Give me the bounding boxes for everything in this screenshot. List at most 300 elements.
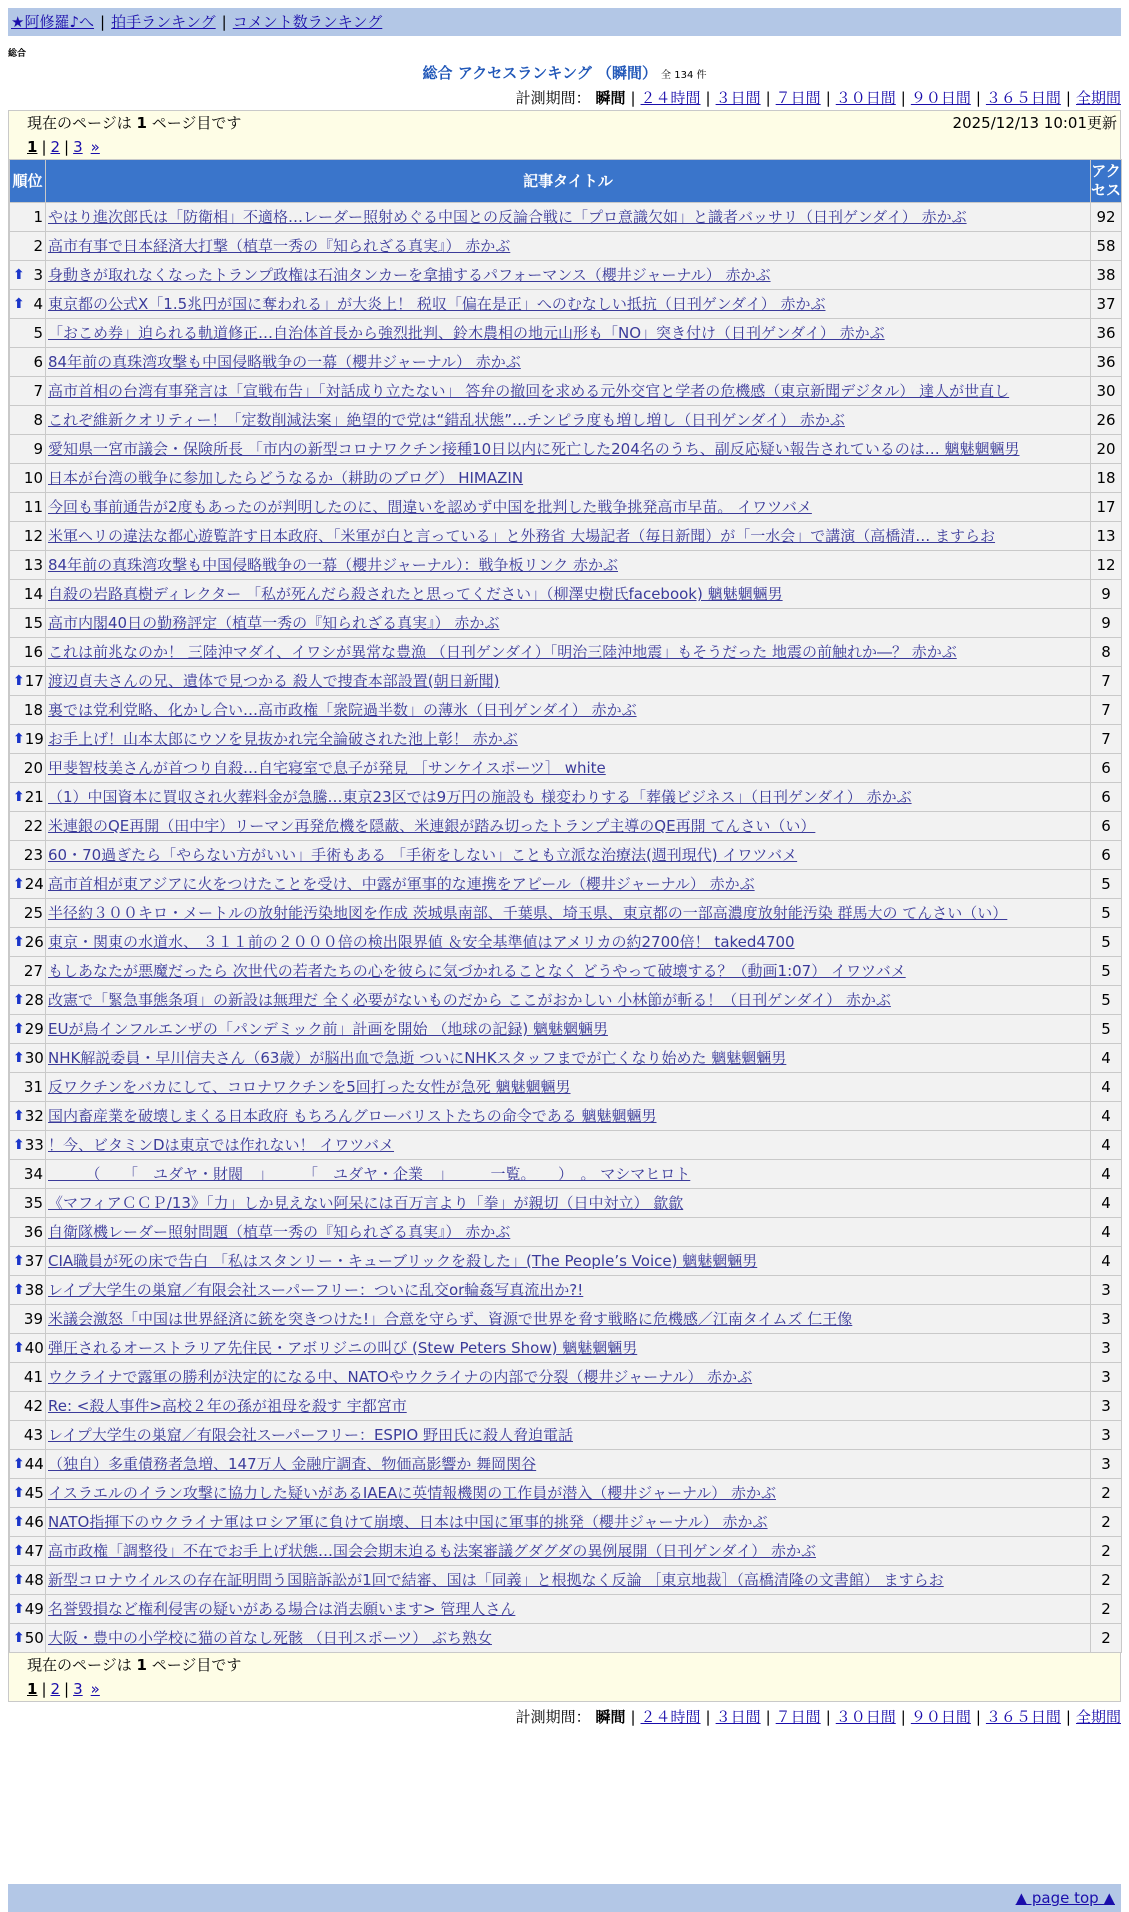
rank-number: 23 xyxy=(23,846,43,864)
rank-number: 17 xyxy=(24,672,44,690)
period-current: 瞬間 xyxy=(595,1708,626,1726)
access-count: 4 xyxy=(1091,1044,1122,1073)
table-row xyxy=(10,261,1122,290)
table-row xyxy=(10,203,1122,232)
rank-number: 4 xyxy=(33,295,43,313)
article-link[interactable]: 84年前の真珠湾攻撃も中国侵略戦争の一幕（櫻井ジャーナル） 赤かぶ xyxy=(48,353,521,371)
table-row xyxy=(10,986,1122,1015)
title-cell xyxy=(46,464,1091,493)
table-row xyxy=(10,522,1122,551)
access-count: 36 xyxy=(1091,348,1122,377)
up-arrow-icon: ⬆ xyxy=(13,876,25,892)
title-cell xyxy=(46,986,1091,1015)
access-count: 4 xyxy=(1091,1218,1122,1247)
rank-number: 35 xyxy=(23,1194,43,1212)
page-info-suffix: ページ目です xyxy=(151,1656,242,1674)
title-cell xyxy=(46,435,1091,464)
access-count: 26 xyxy=(1091,406,1122,435)
rank-number: 45 xyxy=(24,1484,44,1502)
table-row xyxy=(10,783,1122,812)
table-row xyxy=(10,1508,1122,1537)
title-cell xyxy=(46,899,1091,928)
comment-ranking-link[interactable]: コメント数ランキング xyxy=(232,13,383,31)
period-90d-link[interactable]: ９０日間 xyxy=(910,89,971,107)
access-count: 92 xyxy=(1091,203,1122,232)
access-count: 3 xyxy=(1091,1334,1122,1363)
table-row xyxy=(10,1247,1122,1276)
page-info-top xyxy=(9,111,1120,135)
table-row xyxy=(10,1160,1122,1189)
article-link[interactable]: 甲斐智枝美さんが首つり自殺…自宅寝室で息子が発見 ［サンケイスポーツ］ white xyxy=(48,759,606,777)
table-row xyxy=(10,609,1122,638)
article-link[interactable]: 国内畜産業を破壊しまくる日本政府 もちろんグローバリストたちの命令である 魑魅魍魎男 xyxy=(48,1107,657,1125)
title-cell xyxy=(46,638,1091,667)
title-cell xyxy=(46,1276,1091,1305)
title-cell xyxy=(46,377,1091,406)
article-link[interactable]: 日本が台湾の戦争に参加したらどうなるか（耕助のブログ） HIMAZIN xyxy=(48,469,524,487)
rank-cell xyxy=(10,1334,46,1363)
table-row xyxy=(10,1305,1122,1334)
table-row xyxy=(10,1276,1122,1305)
up-arrow-icon: ⬆ xyxy=(13,1572,25,1588)
article-link[interactable]: 米議会激怒「中国は世界経済に銃を突きつけた!」合意を守らず、資源で世界を脅す戦略に危機感／江南タイムズ 仁王像 xyxy=(48,1310,853,1328)
pager-next[interactable]: » xyxy=(90,1680,100,1698)
article-link[interactable]: 高市政権「調整役」不在でお手上げ状態…国会会期末迫るも法案審議グダグダの異例展開（日刊ゲンダイ） 赤かぶ xyxy=(48,1542,816,1560)
period-all-link[interactable]: 全期間 xyxy=(1075,89,1121,107)
rank-cell xyxy=(10,1218,46,1247)
table-row xyxy=(10,1537,1122,1566)
table-row xyxy=(10,1334,1122,1363)
rank-cell xyxy=(10,783,46,812)
article-link[interactable]: やはり進次郎氏は「防衛相」不適格…レーダー照射めぐる中国との反論合戦に「プロ意識欠如」と識者バッサリ（日刊ゲンダイ） 赤かぶ xyxy=(48,208,967,226)
rank-cell xyxy=(10,1131,46,1160)
rank-cell xyxy=(10,1479,46,1508)
rank-number: 31 xyxy=(23,1078,43,1096)
access-count: 4 xyxy=(1091,1247,1122,1276)
article-link[interactable]: 高市有事で日本経済大打撃（植草一秀の『知られざる真実』） 赤かぶ xyxy=(48,237,511,255)
article-link[interactable]: 新型コロナウイルスの存在証明問う国賠訴訟が1回で結審、国は「同義」と根拠なく反論 ［東京地裁］（高橋清隆の文書館） ますらお xyxy=(48,1571,944,1589)
rank-cell xyxy=(10,638,46,667)
table-row xyxy=(10,1102,1122,1131)
updated-timestamp: 2025/12/13 10:01更新 xyxy=(952,114,1117,132)
rank-number: 3 xyxy=(33,266,43,284)
rank-number: 33 xyxy=(24,1136,44,1154)
rank-cell xyxy=(10,667,46,696)
table-row xyxy=(10,754,1122,783)
table-row xyxy=(10,493,1122,522)
article-link[interactable]: 弾圧されるオーストラリア先住民・アボリジニの叫び (Stew Peters Show) 魑魅魍魎男 xyxy=(48,1339,638,1357)
rank-number: 9 xyxy=(33,440,43,458)
rank-number: 40 xyxy=(24,1339,44,1357)
article-link[interactable]: ウクライナで露軍の勝利が決定的になる中、NATOやウクライナの内部で分裂（櫻井ジャーナル） 赤かぶ xyxy=(48,1368,753,1386)
rank-cell xyxy=(10,1247,46,1276)
article-link[interactable]: NATO指揮下のウクライナ軍はロシア軍に負けて崩壊、日本は中国に軍事的挑発（櫻井ジャーナル） 赤かぶ xyxy=(48,1513,768,1531)
access-count: 2 xyxy=(1091,1624,1122,1653)
access-count: 2 xyxy=(1091,1479,1122,1508)
table-row xyxy=(10,957,1122,986)
article-link[interactable]: 大阪・豊中の小学校に猫の首なし死骸 （日刊スポーツ） ぶち熟女 xyxy=(48,1629,492,1647)
article-link[interactable]: 高市内閣40日の勤務評定（植草一秀の『知られざる真実』） 赤かぶ xyxy=(48,614,500,632)
access-count: 5 xyxy=(1091,899,1122,928)
rank-number: 36 xyxy=(23,1223,43,1241)
article-link[interactable]: 84年前の真珠湾攻撃も中国侵略戦争の一幕（櫻井ジャーナル）：戦争板リンク 赤かぶ xyxy=(48,556,619,574)
rank-cell xyxy=(10,841,46,870)
table-row xyxy=(10,667,1122,696)
rank-cell xyxy=(10,406,46,435)
rank-cell xyxy=(10,232,46,261)
up-arrow-icon: ⬆ xyxy=(13,731,25,747)
rank-number: 42 xyxy=(23,1397,43,1415)
table-row xyxy=(10,870,1122,899)
access-count: 7 xyxy=(1091,696,1122,725)
rank-number: 37 xyxy=(24,1252,44,1270)
up-arrow-icon: ⬆ xyxy=(13,992,25,1008)
article-link[interactable]: EUが鳥インフルエンザの「パンデミック前」計画を開始 （地球の記録) 魑魅魍魎男 xyxy=(48,1020,608,1038)
access-count: 4 xyxy=(1091,1131,1122,1160)
article-link[interactable]: 米軍ヘリの違法な都心遊覧許す日本政府、「米軍が白と言っている」と外務省 大場記者（毎日新聞）が「一水会」で講演（高橋清… ますらお xyxy=(48,527,996,545)
period-24h-link[interactable]: ２４時間 xyxy=(640,89,701,107)
article-link[interactable]: （ 「 ユダヤ・財閥 」 「 ユダヤ・企業 」 一覧。 ） 。 マシマヒロト xyxy=(48,1165,691,1183)
rank-cell xyxy=(10,1015,46,1044)
table-row xyxy=(10,1363,1122,1392)
rank-cell xyxy=(10,551,46,580)
access-count: 30 xyxy=(1091,377,1122,406)
page-info-prefix: 現在のページは xyxy=(27,114,132,132)
article-link[interactable]: 裏では党利党略、化かし合い…高市政権「衆院過半数」の薄氷（日刊ゲンダイ） 赤かぶ xyxy=(48,701,637,719)
article-link[interactable]: 東京・関東の水道水、 ３１１前の２０００倍の検出限界値 ＆安全基準値はアメリカの約2700倍！ taked4700 xyxy=(48,933,795,951)
up-arrow-icon: ⬆ xyxy=(13,267,25,283)
article-link[interactable]: 反ワクチンをバカにして、コロナワクチンを5回打った女性が急死 魑魅魍魎男 xyxy=(48,1078,571,1096)
article-link[interactable]: 《マフィアＣＣＰ/13》「力」しか見えない阿呆には百万言より「拳」が親切（日中対立） 歙歙 xyxy=(48,1194,684,1212)
access-count: 6 xyxy=(1091,812,1122,841)
article-link[interactable]: 名誉毀損など権利侵害の疑いがある場合は消去願います> 管理人さん xyxy=(48,1600,516,1618)
rank-number: 13 xyxy=(23,556,43,574)
up-arrow-icon: ⬆ xyxy=(13,1630,25,1646)
table-row xyxy=(10,1624,1122,1653)
period-label: 計測期間： xyxy=(515,1708,591,1726)
rank-cell xyxy=(10,696,46,725)
title-cell xyxy=(46,406,1091,435)
rank-cell xyxy=(10,754,46,783)
rank-cell xyxy=(10,1276,46,1305)
title-cell xyxy=(46,754,1091,783)
pager-page-3[interactable]: 3 xyxy=(73,1680,83,1698)
title-cell xyxy=(46,1537,1091,1566)
table-row xyxy=(10,638,1122,667)
top-nav-bar xyxy=(8,8,1121,36)
rank-number: 25 xyxy=(23,904,43,922)
article-link[interactable]: 半径約３００キロ・メートルの放射能汚染地図を作成 茨城県南部、千葉県、埼玉県、東京都の一部高濃度放射能汚染 群馬大の てんさい（い） xyxy=(48,904,1008,922)
page-info-number: 1 xyxy=(136,1656,147,1674)
table-row xyxy=(10,1421,1122,1450)
title-cell xyxy=(46,348,1091,377)
rank-number: 46 xyxy=(24,1513,44,1531)
up-arrow-icon: ⬆ xyxy=(13,1282,25,1298)
rank-number: 29 xyxy=(24,1020,44,1038)
access-count: 18 xyxy=(1091,464,1122,493)
access-count: 2 xyxy=(1091,1537,1122,1566)
rank-number: 34 xyxy=(23,1165,43,1183)
access-count: 37 xyxy=(1091,290,1122,319)
access-count: 17 xyxy=(1091,493,1122,522)
period-90d-link[interactable]: ９０日間 xyxy=(910,1708,971,1726)
period-7d-link[interactable]: ７日間 xyxy=(775,89,821,107)
up-arrow-icon: ⬆ xyxy=(13,1253,25,1269)
period-3d-link[interactable]: ３日間 xyxy=(715,1708,761,1726)
title-cell xyxy=(46,551,1091,580)
title-cell xyxy=(46,261,1091,290)
period-all-link[interactable]: 全期間 xyxy=(1075,1708,1121,1726)
table-row xyxy=(10,464,1122,493)
nav-separator: | xyxy=(100,13,106,31)
table-row xyxy=(10,1392,1122,1421)
period-30d-link[interactable]: ３０日間 xyxy=(835,1708,896,1726)
article-link[interactable]: 60・70過ぎたら「やらない方がいい」手術もある 「手術をしない」ことも立派な治療法(週刊現代) イワツバメ xyxy=(48,846,798,864)
access-count: 3 xyxy=(1091,1450,1122,1479)
title-cell xyxy=(46,696,1091,725)
rank-cell xyxy=(10,319,46,348)
up-arrow-icon: ⬆ xyxy=(13,1514,25,1530)
rank-number: 48 xyxy=(24,1571,44,1589)
access-count: 3 xyxy=(1091,1421,1122,1450)
rank-number: 15 xyxy=(23,614,43,632)
up-arrow-icon: ⬆ xyxy=(13,1543,25,1559)
page-info-number: 1 xyxy=(136,114,147,132)
up-arrow-icon: ⬆ xyxy=(13,673,25,689)
article-link[interactable]: 自衛隊機レーダー照射問題（植草一秀の『知られざる真実』） 赤かぶ xyxy=(48,1223,511,1241)
title-cell xyxy=(46,1218,1091,1247)
up-arrow-icon: ⬆ xyxy=(13,1050,25,1066)
title-cell xyxy=(46,725,1091,754)
title-cell xyxy=(46,1363,1091,1392)
rank-number: 43 xyxy=(23,1426,43,1444)
rank-number: 16 xyxy=(23,643,43,661)
period-3d-link[interactable]: ３日間 xyxy=(715,89,761,107)
rank-cell xyxy=(10,812,46,841)
rank-number: 10 xyxy=(23,469,43,487)
access-count: 58 xyxy=(1091,232,1122,261)
access-count: 3 xyxy=(1091,1305,1122,1334)
article-link[interactable]: 「おこめ券」迫られる軌道修正…自治体首長から強烈批判、鈴木農相の地元山形も「NO」突き付け（日刊ゲンダイ） 赤かぶ xyxy=(48,324,885,342)
footer-bar xyxy=(8,1884,1121,1912)
title-cell xyxy=(46,493,1091,522)
title-cell xyxy=(46,1073,1091,1102)
title-cell xyxy=(46,1566,1091,1595)
period-365d-link[interactable]: ３６５日間 xyxy=(985,1708,1061,1726)
rank-cell xyxy=(10,522,46,551)
rank-cell xyxy=(10,435,46,464)
rank-number: 7 xyxy=(33,382,43,400)
table-row xyxy=(10,1131,1122,1160)
rank-number: 18 xyxy=(23,701,43,719)
article-link[interactable]: 東京都の公式X「1.5兆円が国に奪われる」が大炎上！ 税収「偏在是正」へのむなしい抵抗（日刊ゲンダイ） 赤かぶ xyxy=(48,295,826,313)
title-cell xyxy=(46,522,1091,551)
up-arrow-icon: ⬆ xyxy=(13,934,25,950)
table-row xyxy=(10,319,1122,348)
title-cell xyxy=(46,203,1091,232)
title-cell xyxy=(46,928,1091,957)
rank-cell xyxy=(10,1537,46,1566)
article-link[interactable]: これは前兆なのか！ 三陸沖マダイ、イワシが異常な豊漁 （日刊ゲンダイ）「明治三陸沖地震」もそうだった 地震の前触れか―？ 赤かぶ xyxy=(48,643,957,661)
rank-cell xyxy=(10,1624,46,1653)
access-count: 13 xyxy=(1091,522,1122,551)
title-cell xyxy=(46,1160,1091,1189)
article-link[interactable]: 改憲で「緊急事態条項」の新設は無理だ 全く必要がないものだから ここがおかしい 小林節が斬る！（日刊ゲンダイ） 赤かぶ xyxy=(48,991,891,1009)
title-cell xyxy=(46,290,1091,319)
article-link[interactable]: レイプ大学生の巣窟／有限会社スーパーフリー：ESPIO 野田氏に殺人脅迫電話 xyxy=(48,1426,573,1444)
rank-cell xyxy=(10,493,46,522)
rank-cell xyxy=(10,986,46,1015)
rank-cell xyxy=(10,928,46,957)
up-arrow-icon: ⬆ xyxy=(13,1601,25,1617)
title-cell xyxy=(46,812,1091,841)
title-cell xyxy=(46,870,1091,899)
page-info-prefix: 現在のページは xyxy=(27,1656,132,1674)
article-link[interactable]: 高市首相が東アジアに火をつけたことを受け、中露が軍事的な連携をアピール（櫻井ジャーナル） 赤かぶ xyxy=(48,875,755,893)
rank-cell xyxy=(10,1073,46,1102)
access-count: 7 xyxy=(1091,725,1122,754)
article-link[interactable]: 今回も事前通告が2度もあったのが判明したのに、間違いを認めず中国を批判した戦争挑発高市早苗。 イワツバメ xyxy=(48,498,812,516)
rank-cell xyxy=(10,725,46,754)
title-cell xyxy=(46,667,1091,696)
period-365d-link[interactable]: ３６５日間 xyxy=(985,89,1061,107)
article-link[interactable]: イスラエルのイラン攻撃に協力した疑いがあるIAEAに英情報機関の工作員が潜入（櫻井ジャーナル） 赤かぶ xyxy=(48,1484,776,1502)
period-label: 計測期間： xyxy=(515,89,591,107)
up-arrow-icon: ⬆ xyxy=(13,1137,25,1153)
pager-current: 1 xyxy=(27,138,38,156)
title-column-header: 記事タイトル xyxy=(46,160,1091,203)
title-cell xyxy=(46,1131,1091,1160)
rank-number: 27 xyxy=(23,962,43,980)
pager-bottom: 1 | 2 | 3 » xyxy=(27,1680,100,1698)
rank-number: 30 xyxy=(24,1049,44,1067)
rank-number: 5 xyxy=(33,324,43,342)
rank-cell xyxy=(10,1508,46,1537)
access-count: 5 xyxy=(1091,870,1122,899)
period-30d-link[interactable]: ３０日間 xyxy=(835,89,896,107)
article-link[interactable]: レイプ大学生の巣窟／有限会社スーパーフリー：ついに乱交or輪姦写真流出か?! xyxy=(48,1281,584,1299)
article-link[interactable]: 愛知県一宮市議会・保険所長 「市内の新型コロナワクチン接種10日以内に死亡した204名のうち、副反応疑い報告されているのは… 魑魅魍魎男 xyxy=(48,440,1020,458)
article-link[interactable]: お手上げ！山本太郎にウソを見抜かれ完全論破された池上彰！ 赤かぶ xyxy=(48,730,518,748)
clap-ranking-link[interactable]: 拍手ランキング xyxy=(111,13,216,31)
pager-page-2[interactable]: 2 xyxy=(50,138,61,156)
rank-cell xyxy=(10,290,46,319)
pager-top: 1 | 2 | 3 » xyxy=(27,138,100,156)
rank-cell xyxy=(10,580,46,609)
article-link[interactable]: NHK解説委員・早川信夫さん（63歳）が脳出血で急逝 ついにNHKスタッフまでが亡くなり始めた 魑魅魍魎男 xyxy=(48,1049,787,1067)
pager-page-3[interactable]: 3 xyxy=(73,138,83,156)
rank-cell xyxy=(10,609,46,638)
rank-cell xyxy=(10,1566,46,1595)
title-cell xyxy=(46,609,1091,638)
title-cell xyxy=(46,1450,1091,1479)
title-cell xyxy=(46,1392,1091,1421)
category-tag: 総合 xyxy=(8,49,27,59)
access-count: 9 xyxy=(1091,609,1122,638)
home-link[interactable]: ★阿修羅♪へ xyxy=(11,13,95,31)
table-row xyxy=(10,1044,1122,1073)
table-row xyxy=(10,1189,1122,1218)
article-link[interactable]: （1）中国資本に買収され火葬料金が急騰…東京23区では9万円の施設も 様変わりする「葬儀ビジネス」（日刊ゲンダイ） 赤かぶ xyxy=(48,788,912,806)
page-info-suffix: ページ目です xyxy=(151,114,242,132)
title-cell xyxy=(46,319,1091,348)
title-cell xyxy=(46,1624,1091,1653)
period-24h-link[interactable]: ２４時間 xyxy=(640,1708,701,1726)
access-count: 5 xyxy=(1091,1015,1122,1044)
article-link[interactable]: 高市首相の台湾有事発言は「宣戦布告」「対話成り立たない」 答弁の撤回を求める元外交官と学者の危機感（東京新聞デジタル） 達人が世直し xyxy=(48,382,1010,400)
rank-cell xyxy=(10,1421,46,1450)
period-7d-link[interactable]: ７日間 xyxy=(775,1708,821,1726)
table-row xyxy=(10,348,1122,377)
article-link[interactable]: 身動きが取れなくなったトランプ政権は石油タンカーを拿捕するパフォーマンス（櫻井ジャーナル） 赤かぶ xyxy=(48,266,771,284)
rank-cell xyxy=(10,957,46,986)
table-row xyxy=(10,1218,1122,1247)
period-current: 瞬間 xyxy=(595,89,626,107)
title-cell xyxy=(46,580,1091,609)
rank-number: 50 xyxy=(24,1629,44,1647)
rank-cell xyxy=(10,870,46,899)
access-count: 20 xyxy=(1091,435,1122,464)
rank-number: 12 xyxy=(23,527,43,545)
access-count: 5 xyxy=(1091,957,1122,986)
access-column-header: アクセス xyxy=(1091,160,1122,203)
article-link[interactable]: ！今、ビタミンDは東京では作れない！ イワツバメ xyxy=(48,1136,395,1154)
article-link[interactable]: もしあなたが悪魔だったら 次世代の若者たちの心を彼らに気づかれることなく どうやって破壊する？（動画1:07） イワツバメ xyxy=(48,962,906,980)
article-link[interactable]: 渡辺貞夫さんの兄、遺体で見つかる 殺人で捜査本部設置(朝日新聞) xyxy=(48,672,500,690)
title-cell xyxy=(46,1421,1091,1450)
access-count: 5 xyxy=(1091,986,1122,1015)
rank-cell xyxy=(10,1595,46,1624)
page-title xyxy=(0,62,1129,83)
rank-number: 11 xyxy=(23,498,43,516)
ranking-table xyxy=(9,159,1122,1653)
rank-number: 6 xyxy=(33,353,43,371)
pager-current: 1 xyxy=(27,1680,38,1698)
pager-next[interactable]: » xyxy=(90,138,100,156)
article-link[interactable]: Re: <殺人事件>高校２年の孫が祖母を殺す 宇都宮市 xyxy=(48,1397,407,1415)
pager-page-2[interactable]: 2 xyxy=(50,1680,61,1698)
rank-cell xyxy=(10,348,46,377)
access-count: 5 xyxy=(1091,928,1122,957)
access-count: 2 xyxy=(1091,1566,1122,1595)
rank-number: 28 xyxy=(24,991,44,1009)
up-arrow-icon: ⬆ xyxy=(13,296,25,312)
table-row xyxy=(10,1595,1122,1624)
rank-cell xyxy=(10,1160,46,1189)
access-count: 3 xyxy=(1091,1363,1122,1392)
rank-number: 24 xyxy=(24,875,44,893)
access-count: 6 xyxy=(1091,841,1122,870)
article-link[interactable]: CIA職員が死の床で告白 「私はスタンリー・キューブリックを殺した」(The People’s Voice) 魑魅魍魎男 xyxy=(48,1252,758,1270)
rank-number: 44 xyxy=(24,1455,44,1473)
rank-cell xyxy=(10,1450,46,1479)
access-count: 4 xyxy=(1091,1160,1122,1189)
article-link[interactable]: （独自）多重債務者急増、147万人 金融庁調査、物価高影響か 舞岡関谷 xyxy=(48,1455,537,1473)
article-link[interactable]: 自殺の岩路真樹ディレクター 「私が死んだら殺されたと思ってください」（柳澤史樹氏facebook) 魑魅魍魎男 xyxy=(48,585,783,603)
title-cell xyxy=(46,1508,1091,1537)
table-row xyxy=(10,1073,1122,1102)
page-info-bottom xyxy=(9,1653,1120,1677)
rank-number: 19 xyxy=(24,730,44,748)
access-count: 4 xyxy=(1091,1102,1122,1131)
page-top-link[interactable]: ▲ page top ▲ xyxy=(1015,1889,1115,1907)
article-link[interactable]: これぞ維新クオリティー！「定数削減法案」絶望的で党は“錯乱状態”…チンピラ度も増し増し（日刊ゲンダイ） 赤かぶ xyxy=(48,411,845,429)
rank-number: 47 xyxy=(24,1542,44,1560)
title-cell xyxy=(46,1044,1091,1073)
article-link[interactable]: 米連銀のQE再開（田中宇）リーマン再発危機を隠蔽、米連銀が踏み切ったトランプ主導のQE再開 てんさい（い） xyxy=(48,817,816,835)
access-count: 4 xyxy=(1091,1189,1122,1218)
table-row xyxy=(10,899,1122,928)
